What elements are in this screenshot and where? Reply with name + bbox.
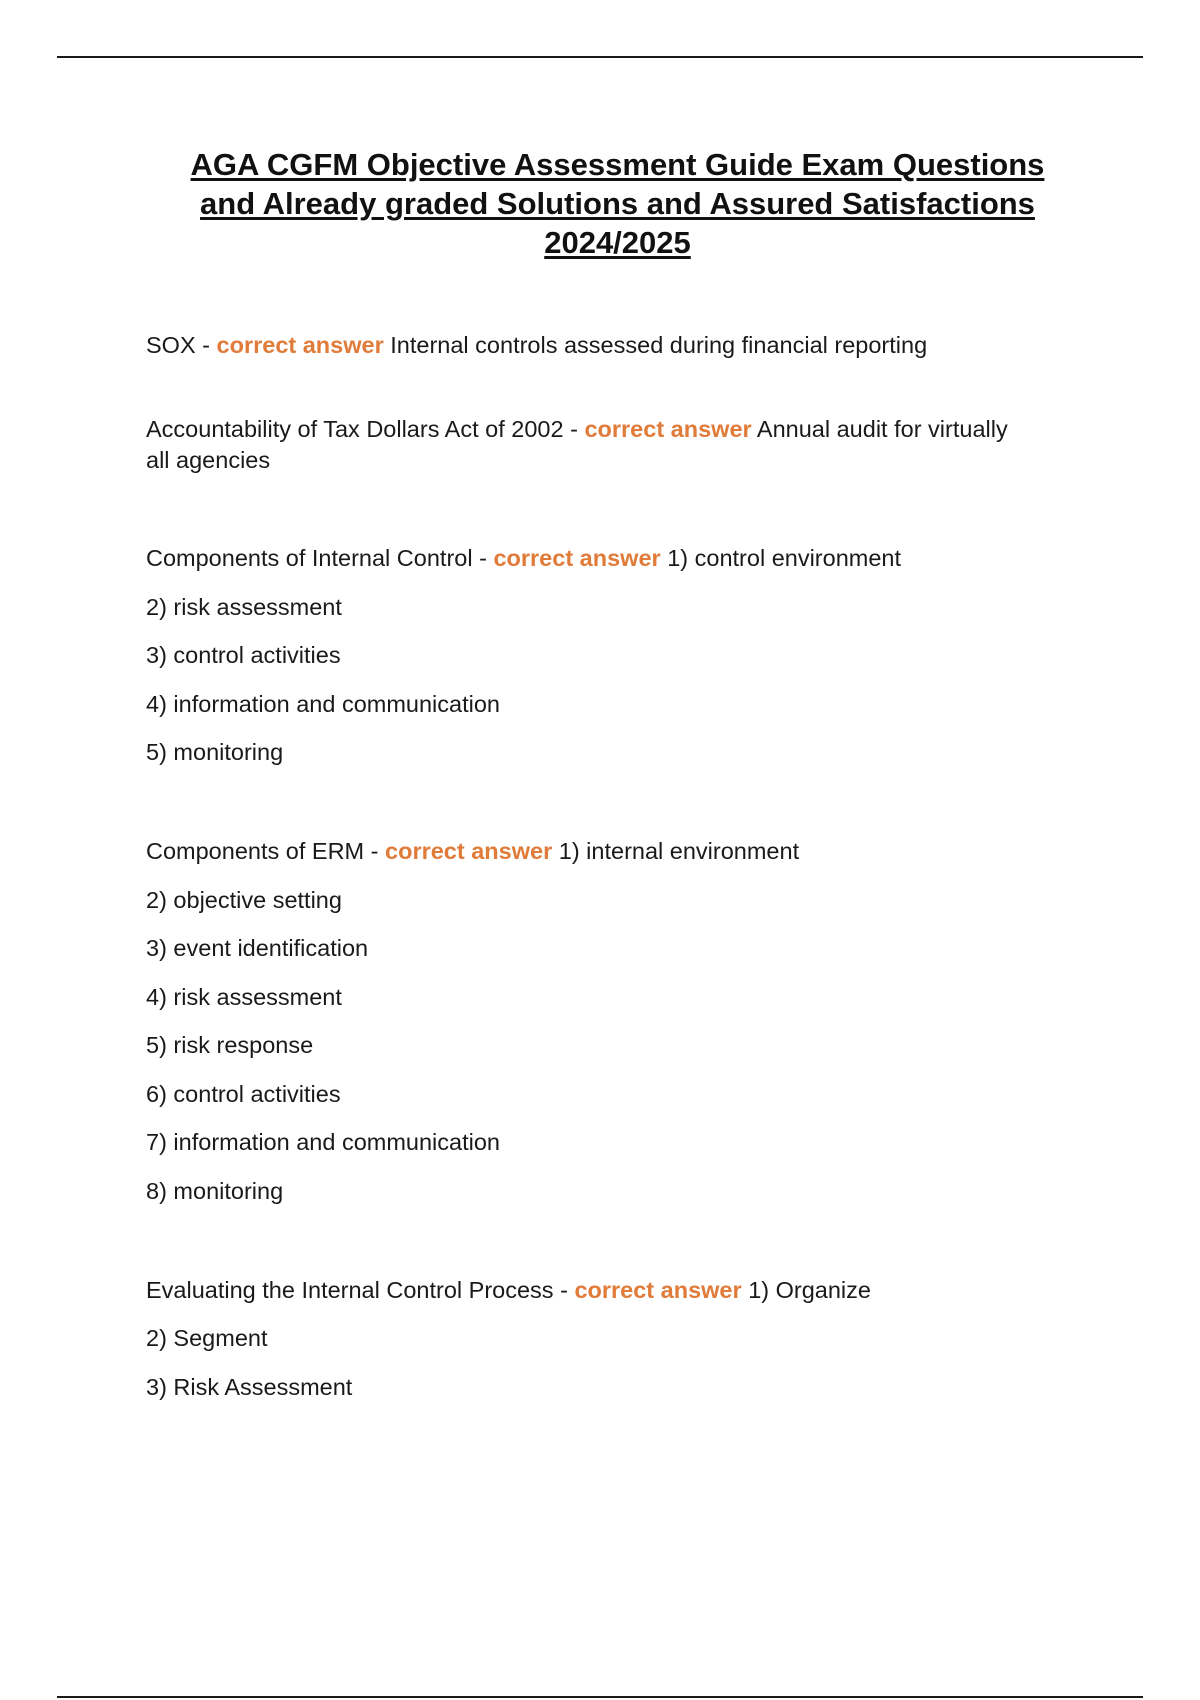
list-item: 3) event identification xyxy=(146,935,369,961)
qa-first-line xyxy=(146,542,1046,575)
document-title xyxy=(130,145,1105,262)
qa-entry xyxy=(146,542,1046,769)
qa-answer-text: 1) Organize xyxy=(748,1276,871,1303)
qa-term: Accountability of Tax Dollars Act of 2002 xyxy=(146,416,564,442)
list-item: 3) Risk Assessment xyxy=(146,1373,353,1400)
answer-label: correct answer xyxy=(493,545,661,571)
qa-list xyxy=(146,329,1046,1404)
qa-separator: - xyxy=(364,838,386,864)
qa-separator: - xyxy=(553,1276,575,1303)
top-rule xyxy=(57,56,1143,58)
list-item: 8) monitoring xyxy=(146,1177,284,1204)
qa-term: Components of Internal Control xyxy=(146,545,473,571)
qa-entry xyxy=(146,1274,1046,1404)
list-item: 5) monitoring xyxy=(146,739,284,765)
bottom-rule xyxy=(57,1696,1143,1698)
qa-separator: - xyxy=(195,332,217,358)
list-item: 6) control activities xyxy=(146,1080,341,1107)
list-item: 5) risk response xyxy=(146,1032,314,1058)
qa-first-line xyxy=(146,1274,1046,1307)
qa-entry xyxy=(146,835,1046,1208)
qa-entry xyxy=(146,414,1046,476)
title-line-2: and Already graded Solutions and Assured Satisfactions xyxy=(200,186,1035,221)
qa-answer-text: Annual audit for virtually all agencies xyxy=(146,416,1008,473)
qa-first-line xyxy=(146,329,1026,362)
qa-separator: - xyxy=(472,545,494,571)
list-item: 2) Segment xyxy=(146,1325,268,1351)
title-line-1: AGA CGFM Objective Assessment Guide Exam Questions xyxy=(190,147,1045,182)
qa-term: Components of ERM xyxy=(146,838,365,864)
answer-label: correct answer xyxy=(385,838,553,864)
list-item: 4) information and communication xyxy=(146,690,500,717)
qa-term: SOX xyxy=(146,332,196,358)
list-item: 7) information and communication xyxy=(146,1129,500,1155)
answer-label: correct answer xyxy=(216,332,384,358)
list-item: 2) objective setting xyxy=(146,886,342,913)
qa-separator: - xyxy=(563,416,585,442)
title-line-3: 2024/2025 xyxy=(544,225,691,260)
qa-entry xyxy=(146,329,1046,362)
qa-term: Evaluating the Internal Control Process xyxy=(146,1276,554,1303)
answer-label: correct answer xyxy=(574,1276,742,1303)
list-item: 3) control activities xyxy=(146,642,341,668)
list-item: 4) risk assessment xyxy=(146,983,342,1010)
qa-first-line xyxy=(146,414,1026,476)
qa-answer-text: Internal controls assessed during financial reporting xyxy=(390,332,928,358)
qa-answer-text: 1) control environment xyxy=(667,545,902,571)
list-item: 2) risk assessment xyxy=(146,593,342,620)
qa-answer-text: 1) internal environment xyxy=(558,838,800,864)
qa-first-line xyxy=(146,835,1046,868)
answer-label: correct answer xyxy=(584,416,752,442)
